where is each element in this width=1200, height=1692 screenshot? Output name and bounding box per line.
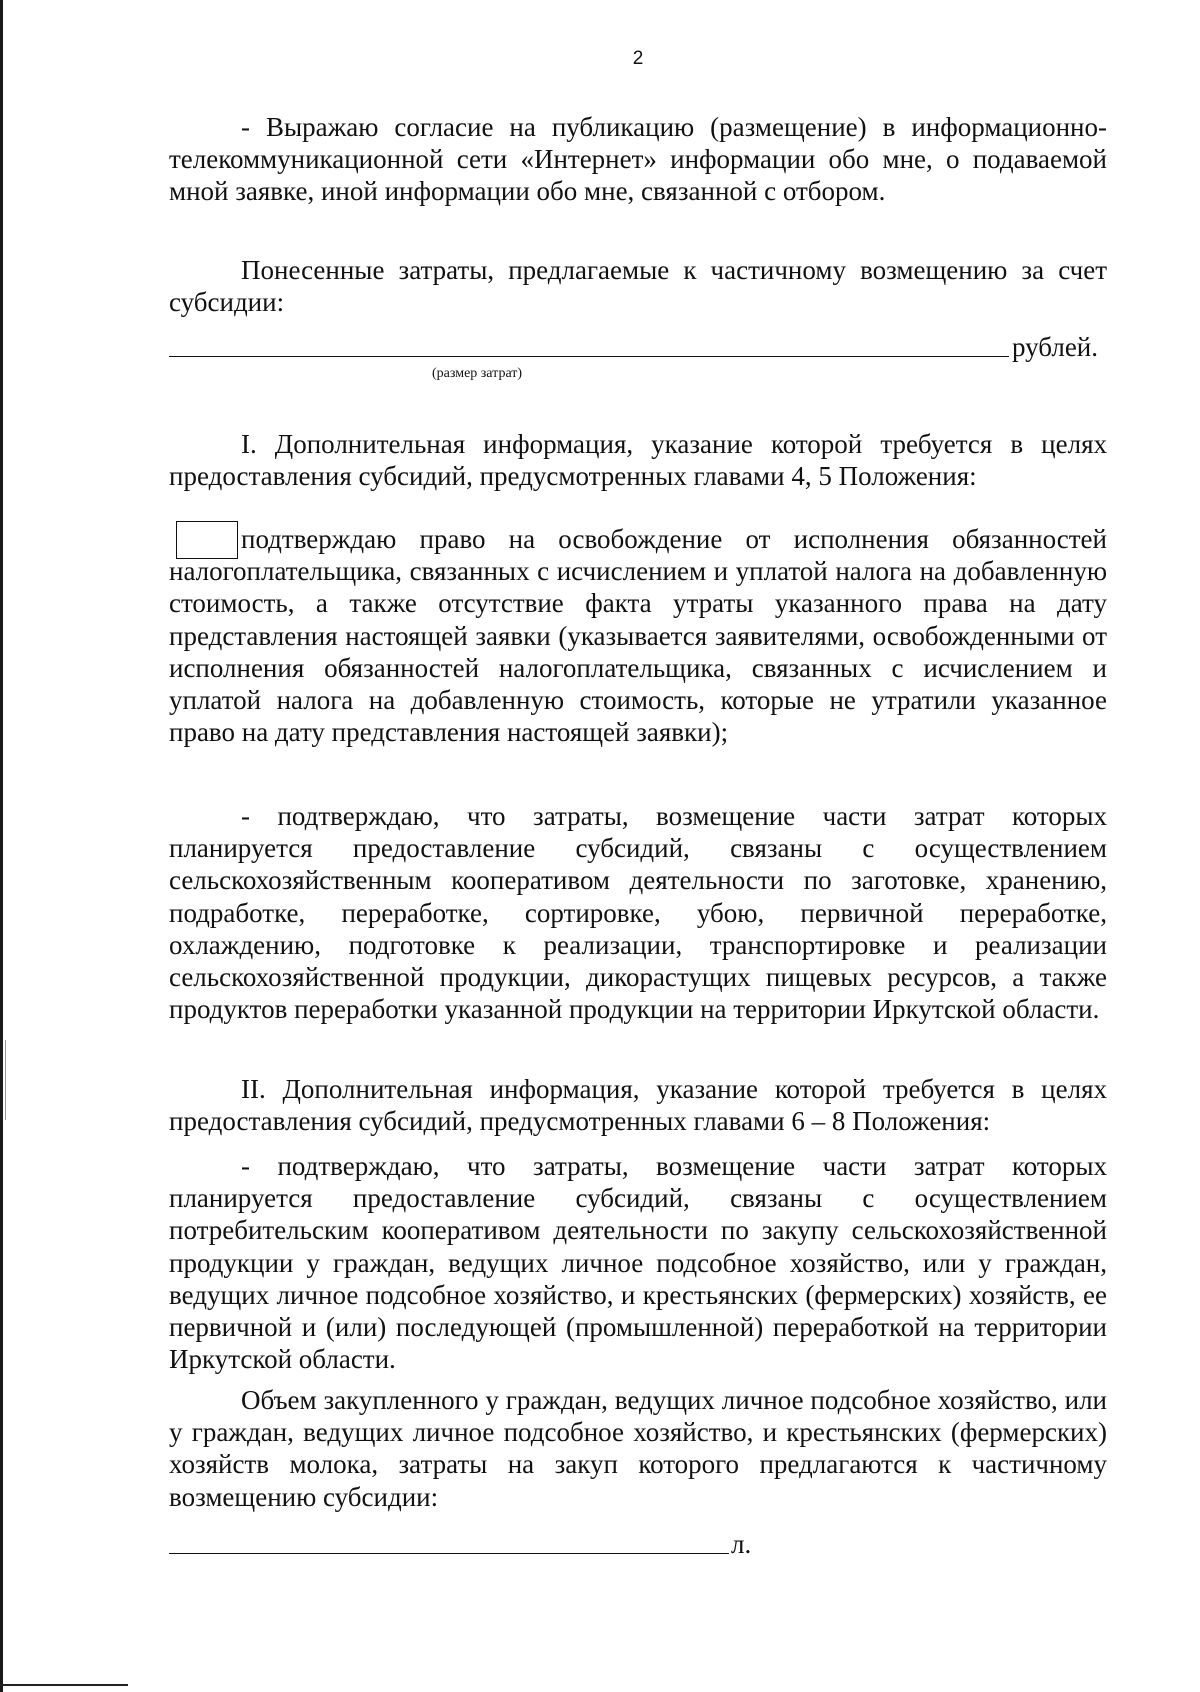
milk-volume-fill-line (169, 1553, 729, 1554)
costs-caption: (размер затрат) (432, 366, 523, 381)
scan-bottom-artifact (0, 1684, 128, 1686)
vat-exemption-text: подтверждаю право на освобождение от исполнения обязанностей налогоплательщика, связанных с исчислением и уплатой налога на добавленную стоимость, а также отсутствие факта утраты указанного права на дату представления настоящей заявки (указывается заявителями, освобожденными от исполнения обязанностей налогоплательщика, связанных с исчислением и уплатой налога на добавленную стоимость, которые не утратили указанное право на дату представления настоящей заявки); (169, 524, 1107, 748)
section-2-heading: II. Дополнительная информация, указание которой требуется в целях предоставления субсидий, предусмотренных главами 6 – 8 Положения: (169, 1074, 1107, 1137)
consent-paragraph: - Выражаю согласие на публикацию (размещение) в информационно-телекоммуникационной сети «Интернет» информации обо мне, о подаваемой мной заявке, иной информации обо мне, связанной с отбором. (169, 112, 1107, 207)
costs-unit-label: рублей. (1012, 332, 1099, 362)
section-1-heading: I. Дополнительная информация, указание которой требуется в целях предоставления субсидий, предусмотренных главами 4, 5 Положения: (169, 429, 1107, 492)
milk-volume-unit-label: л. (731, 1529, 752, 1559)
costs-fill-line (169, 356, 1009, 357)
section-2-confirmation: - подтверждаю, что затраты, возмещение части затрат которых планируется предоставление субсидий, связаны с осуществлением потребительским кооперативом деятельности по закупу сельскохозяйственной продукции у граждан, ведущих личное подсобное хозяйство, или у граждан, ведущих личное подсобное хозяйство, и крестьянских (фермерских) хозяйств, ее первичной и (или) последующей (промышленной) переработкой на территории Иркутской области. (169, 1151, 1107, 1375)
milk-volume-paragraph: Объем закупленного у граждан, ведущих личное подсобное хозяйство, или у граждан, ведущих личное подсобное хозяйство, и крестьянских (фермерских) хозяйств молока, затраты на закуп которого предлагаются к частичному возмещению субсидии: (169, 1385, 1107, 1512)
costs-paragraph: Понесенные затраты, предлагаемые к частичному возмещению за счет субсидии: (169, 255, 1107, 318)
page-number: 2 (632, 48, 644, 69)
scan-left-edge (0, 0, 3, 1692)
scan-left-artifact (5, 1040, 6, 1120)
section-1-confirmation: - подтверждаю, что затраты, возмещение части затрат которых планируется предоставление субсидий, связаны с осуществлением сельскохозяйственным кооперативом деятельности по заготовке, хранению, подработке, переработке, сортировке, убою, первичной переработке, охлаждению, подготовке к реализации, транспортировке и реализации сельскохозяйственной продукции, дикорастущих пищевых ресурсов, а также продуктов переработки указанной продукции на территории Иркутской области. (169, 801, 1107, 1025)
